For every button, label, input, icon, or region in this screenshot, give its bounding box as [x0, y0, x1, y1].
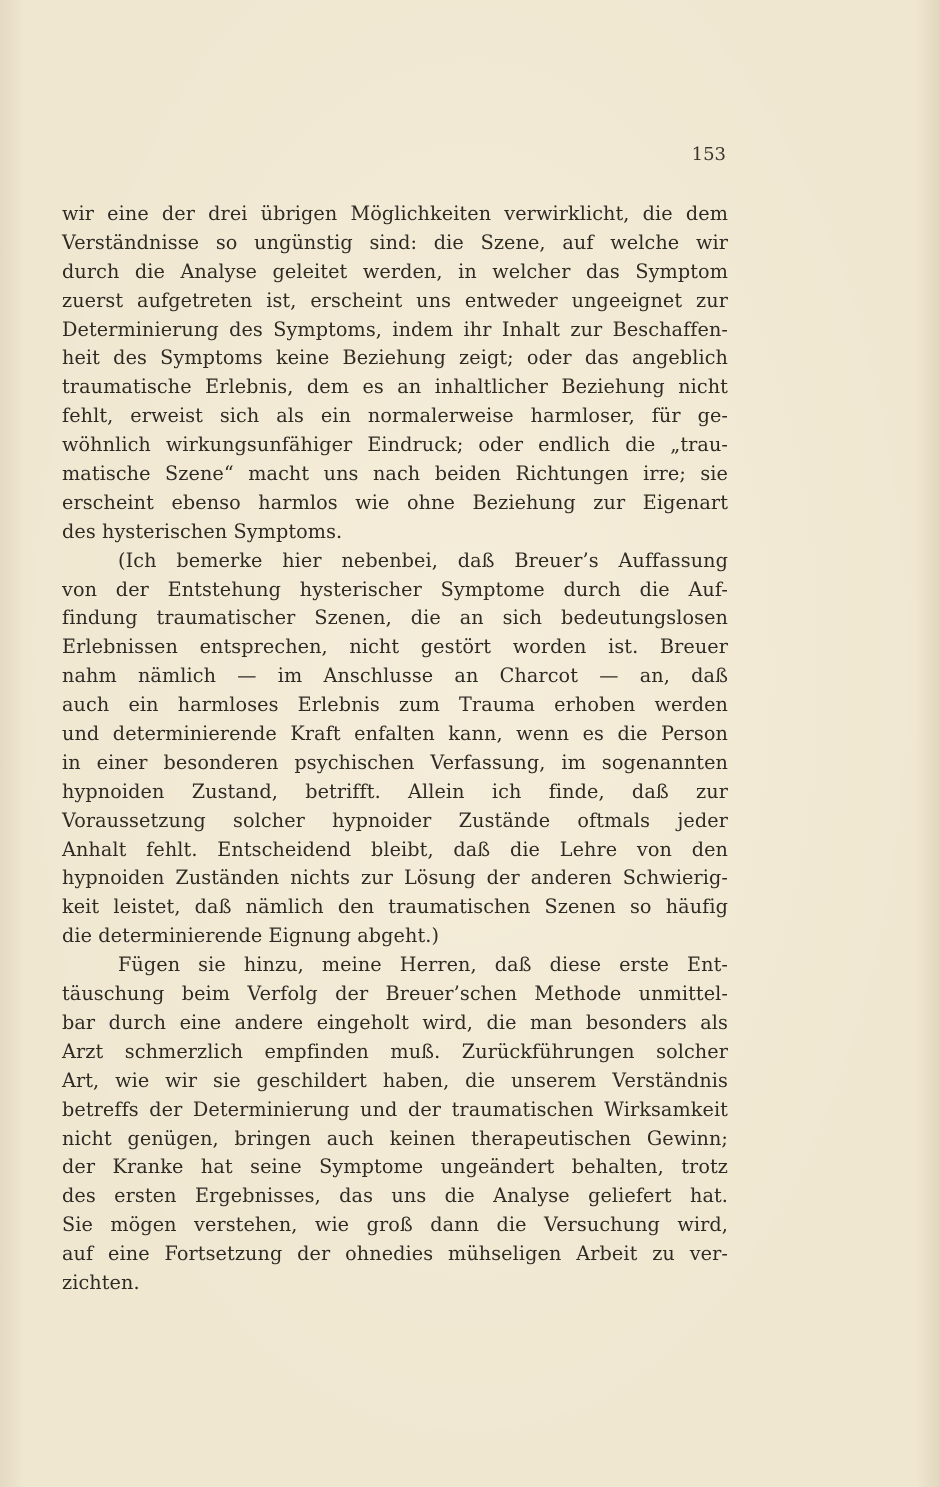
text-line: Anhalt fehlt. Entscheidend bleibt, daß die Lehre von den [62, 837, 728, 861]
page-number: 153 [691, 144, 726, 165]
text-line: Verständnisse so ungünstig sind: die Szene, auf welche wir [62, 230, 728, 254]
text-line: Art, wie wir sie geschildert haben, die unserem Verständnis [62, 1068, 728, 1092]
text-line: durch die Analyse geleitet werden, in welcher das Symptom [62, 259, 728, 283]
text-line: betreffs der Determinierung und der traumatischen Wirksamkeit [62, 1097, 728, 1121]
text-line: und determinierende Kraft enfalten kann, wenn es die Person [62, 722, 728, 746]
paragraph-end-line: zichten. [62, 1270, 140, 1294]
paragraph-end-line: die determinierende Eignung abgeht.) [62, 924, 440, 948]
text-line: hypnoiden Zustand, betrifft. Allein ich finde, daß zur [62, 779, 728, 803]
text-line: Voraussetzung solcher hypnoider Zustände oftmals jeder [62, 808, 728, 832]
text-line: heit des Symptoms keine Beziehung zeigt; oder das angeblich [62, 346, 728, 370]
text-line: auch ein harmloses Erlebnis zum Trauma erhoben werden [62, 693, 728, 717]
paragraph-start-line: (Ich bemerke hier nebenbei, daß Breuer’s Auffassung [118, 548, 728, 572]
text-line: Sie mögen verstehen, wie groß dann die Versuchung wird, [62, 1213, 728, 1237]
text-line: wir eine der drei übrigen Möglichkeiten verwirklicht, die dem [62, 202, 728, 225]
text-line: der Kranke hat seine Symptome ungeändert behalten, trotz [62, 1155, 728, 1179]
text-line: wöhnlich wirkungsunfähiger Eindruck; oder endlich die „trau- [62, 433, 728, 457]
text-line: Determinierung des Symptoms, indem ihr Inhalt zur Beschaffen- [62, 317, 728, 341]
text-line: in einer besonderen psychischen Verfassung, im sogenannten [62, 750, 728, 774]
text-line: bar durch eine andere eingeholt wird, die man besonders als [62, 1010, 728, 1034]
text-line: zuerst aufgetreten ist, erscheint uns entweder ungeeignet zur [62, 288, 728, 312]
text-line: nicht genügen, bringen auch keinen therapeutischen Gewinn; [62, 1126, 728, 1150]
text-line: erscheint ebenso harmlos wie ohne Beziehung zur Eigenart [62, 490, 728, 514]
text-line: Erlebnissen entsprechen, nicht gestört worden ist. Breuer [62, 635, 728, 659]
text-line: findung traumatischer Szenen, die an sich bedeutungslosen [62, 606, 728, 630]
text-line: täuschung beim Verfolg der Breuer’schen Methode unmittel- [62, 982, 728, 1006]
text-line: Arzt schmerzlich empfinden muß. Zurückführungen solcher [62, 1039, 728, 1063]
text-line: nahm nämlich — im Anschlusse an Charcot — an, daß [62, 664, 728, 688]
text-line: traumatische Erlebnis, dem es an inhaltlicher Beziehung nicht [62, 375, 728, 399]
text-line: von der Entstehung hysterischer Symptome durch die Auf- [62, 577, 728, 601]
text-line: des ersten Ergebnisses, das uns die Analyse geliefert hat. [62, 1184, 728, 1208]
text-line: keit leistet, daß nämlich den traumatischen Szenen so häufig [62, 895, 728, 919]
text-line: auf eine Fortsetzung der ohnedies mühseligen Arbeit zu ver- [62, 1242, 728, 1266]
text-line: hypnoiden Zuständen nichts zur Lösung der anderen Schwierig- [62, 866, 728, 890]
paragraph-end-line: des hysterischen Symptoms. [62, 519, 343, 543]
body-text [62, 200, 728, 1298]
text-line: fehlt, erweist sich als ein normalerweise harmloser, für ge- [62, 404, 728, 428]
text-line: matische Szene“ macht uns nach beiden Richtungen irre; sie [62, 462, 728, 486]
paragraph-start-line: Fügen sie hinzu, meine Herren, daß diese erste Ent- [118, 953, 728, 977]
